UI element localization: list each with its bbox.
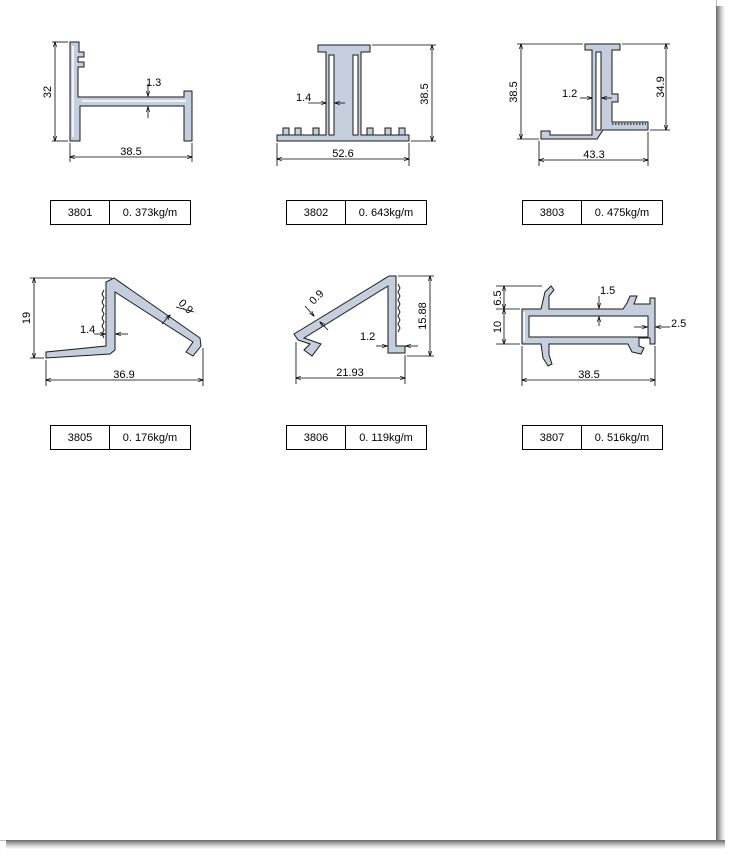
dim-3806-wall: 1.2	[360, 331, 376, 343]
dim-3806-width: 21.93	[336, 367, 364, 379]
profile-code: 3806	[287, 426, 346, 449]
page-shadow-right	[716, 6, 725, 848]
spec-box-3803	[522, 200, 663, 225]
dim-3805-height: 19	[21, 311, 33, 325]
profile-weight: 0. 119kg/m	[359, 431, 413, 444]
dim-3803-width: 43.3	[583, 149, 605, 161]
profile-3801-drawing	[52, 42, 192, 162]
dim-3801-width: 38.5	[120, 146, 142, 158]
dim-3807-body-height: 10	[492, 320, 504, 334]
dim-3802-width: 52.6	[332, 148, 354, 160]
dim-3802-wall: 1.4	[296, 92, 312, 104]
profile-3802-drawing	[277, 45, 436, 166]
profile-code: 3807	[523, 426, 582, 449]
dim-3805-thickness: 0.9	[175, 297, 196, 317]
profile-weight: 0. 516kg/m	[594, 431, 650, 444]
profile-code: 3805	[51, 426, 110, 449]
spec-box-3805	[50, 425, 191, 450]
spec-box-3807	[522, 425, 663, 450]
dim-3807-top-wall: 1.5	[600, 285, 616, 297]
dim-3801-wall: 1.3	[146, 77, 162, 89]
dim-3806-height: 15.88	[417, 302, 429, 330]
dim-3801-height: 32	[42, 85, 54, 99]
profile-3803-drawing	[517, 44, 670, 166]
profile-code: 3802	[287, 201, 346, 224]
spec-box-3802	[286, 200, 427, 225]
spec-box-3806	[286, 425, 427, 450]
profile-weight: 0. 176kg/m	[122, 431, 178, 444]
dim-3807-width: 38.5	[578, 369, 600, 381]
profile-weight: 0. 475kg/m	[594, 206, 650, 219]
dim-3807-top-height: 6.5	[492, 290, 504, 306]
page-shadow-bottom	[6, 840, 725, 849]
profile-weight: 0. 643kg/m	[358, 206, 414, 219]
dim-3805-wall: 1.4	[80, 324, 96, 336]
dim-3803-wall: 1.2	[562, 88, 578, 100]
spec-box-3801	[50, 200, 191, 225]
dim-3803-height: 38.5	[508, 81, 520, 103]
dim-3802-height: 38.5	[419, 83, 431, 105]
dim-3807-side-wall: 2.5	[671, 318, 687, 330]
profile-code: 3803	[523, 201, 582, 224]
profile-code: 3801	[51, 201, 110, 224]
dim-3806-thickness: 0.9	[307, 287, 327, 308]
dim-3803-right-height: 34.9	[655, 76, 667, 98]
dim-3805-width: 36.9	[113, 369, 135, 381]
profile-weight: 0. 373kg/m	[122, 206, 178, 219]
